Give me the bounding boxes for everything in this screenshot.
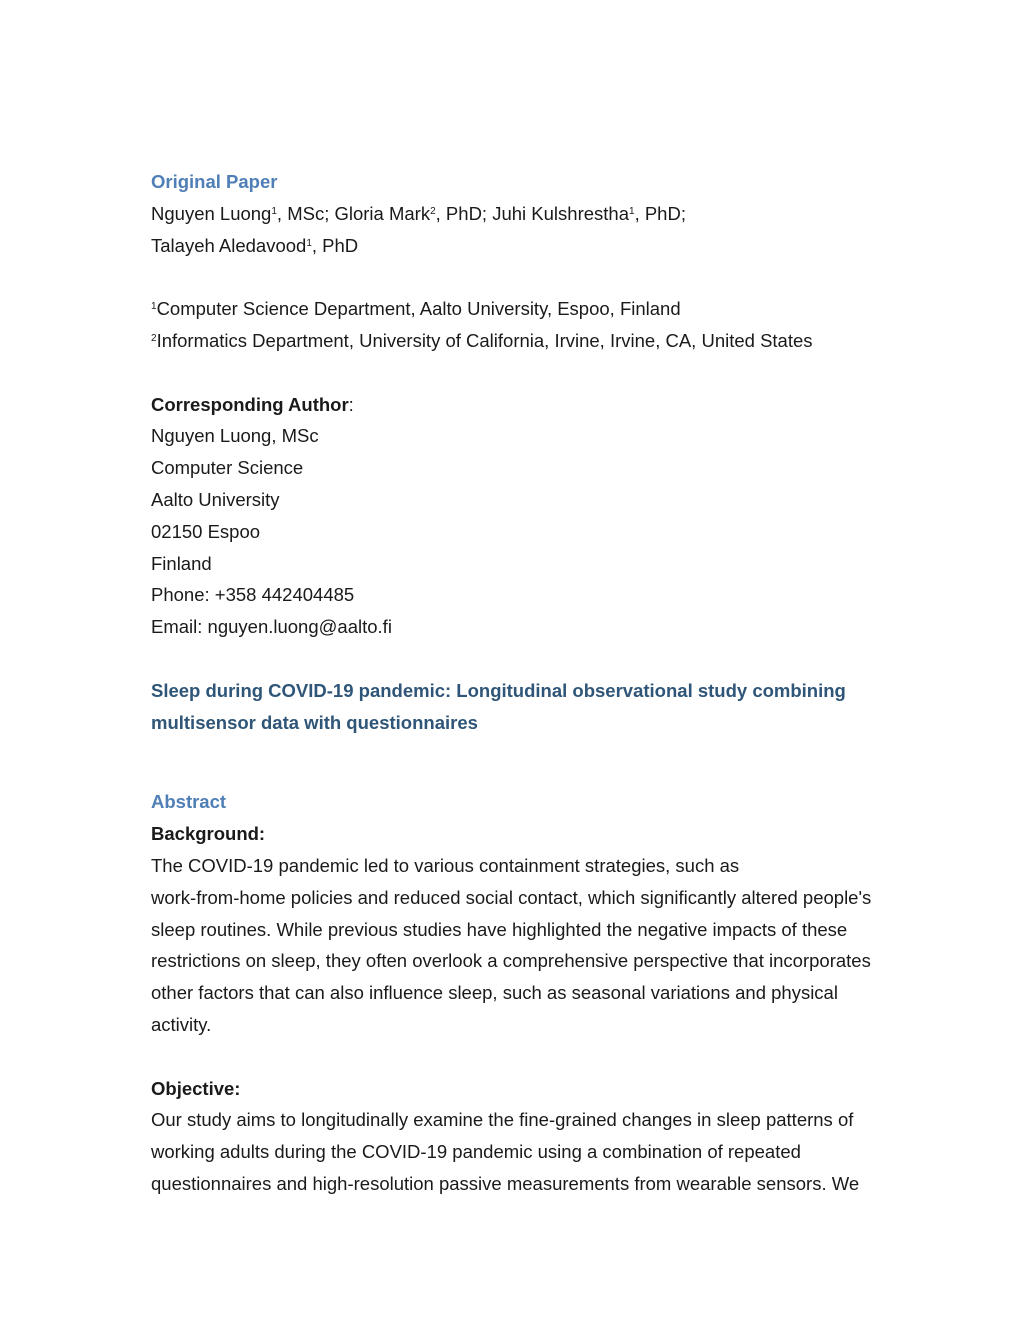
- background-line: restrictions on sleep, they often overlook a comprehensive perspective that incorporates: [151, 950, 871, 972]
- author-degree: , MSc;: [276, 202, 335, 224]
- author-affiliation-mark: 2: [430, 205, 436, 217]
- corresponding-author-label: Corresponding Author: [151, 393, 349, 415]
- affiliation-2: [151, 325, 881, 357]
- author-affiliation-mark: 1: [629, 205, 635, 217]
- objective-heading: Objective:: [151, 1077, 241, 1099]
- author-degree: , PhD: [311, 234, 359, 256]
- author-line-2: [151, 230, 881, 262]
- contact-email: Email: nguyen.luong@aalto.fi: [151, 616, 392, 638]
- author-name: Juhi Kulshrestha: [492, 202, 629, 224]
- abstract-heading: Abstract: [151, 791, 227, 813]
- contact-phone: Phone: +358 442404485: [151, 584, 355, 606]
- background-line: activity.: [151, 1013, 212, 1035]
- author-name: Talayeh Aledavood: [151, 234, 307, 256]
- objective-line: questionnaires and high-resolution passive measurements from wearable sensors. We: [151, 1172, 860, 1194]
- affiliation-number: 1: [151, 301, 157, 313]
- section-label: Original Paper: [151, 171, 278, 192]
- contact-university: Aalto University: [151, 488, 280, 510]
- author-name: Nguyen Luong: [151, 202, 272, 224]
- background-line: other factors that can also influence sleep, such as seasonal variations and physical: [151, 982, 838, 1004]
- page-content: [151, 166, 881, 1200]
- author-degree: , PhD;: [634, 202, 686, 224]
- author-line-1: [151, 198, 881, 230]
- background-line: The COVID-19 pandemic led to various containment strategies, such as: [151, 854, 740, 876]
- affiliation-1: [151, 293, 881, 325]
- background-paragraph: [151, 850, 881, 1041]
- contact-country: Finland: [151, 552, 212, 574]
- paper-title-line-1: Sleep during COVID-19 pandemic: Longitudinal observational study combining: [151, 679, 846, 701]
- contact-name: Nguyen Luong, MSc: [151, 425, 319, 447]
- corresponding-author-colon: :: [348, 393, 354, 415]
- corresponding-author-heading: [151, 389, 881, 421]
- contact-department: Computer Science: [151, 457, 304, 479]
- objective-line: Our study aims to longitudinally examine the fine-grained changes in sleep patterns of: [151, 1109, 854, 1131]
- affiliation-text: Informatics Department, University of California, Irvine, Irvine, CA, United States: [156, 329, 813, 351]
- author-affiliation-mark: 1: [306, 237, 312, 249]
- paper-title-line-2: multisensor data with questionnaires: [151, 711, 478, 733]
- author-name: Gloria Mark: [334, 202, 431, 224]
- affiliation-text: Computer Science Department, Aalto University, Espoo, Finland: [156, 298, 681, 320]
- contact-postal: 02150 Espoo: [151, 520, 261, 542]
- author-degree: , PhD;: [435, 202, 493, 224]
- objective-paragraph: [151, 1104, 881, 1199]
- background-line: work-from-home policies and reduced social contact, which significantly altered people's: [151, 886, 872, 908]
- author-affiliation-mark: 1: [271, 205, 277, 217]
- objective-line: working adults during the COVID-19 pandemic using a combination of repeated: [151, 1141, 801, 1163]
- background-line: sleep routines. While previous studies have highlighted the negative impacts of these: [151, 918, 848, 940]
- affiliation-number: 2: [151, 332, 157, 344]
- background-heading: Background:: [151, 823, 266, 845]
